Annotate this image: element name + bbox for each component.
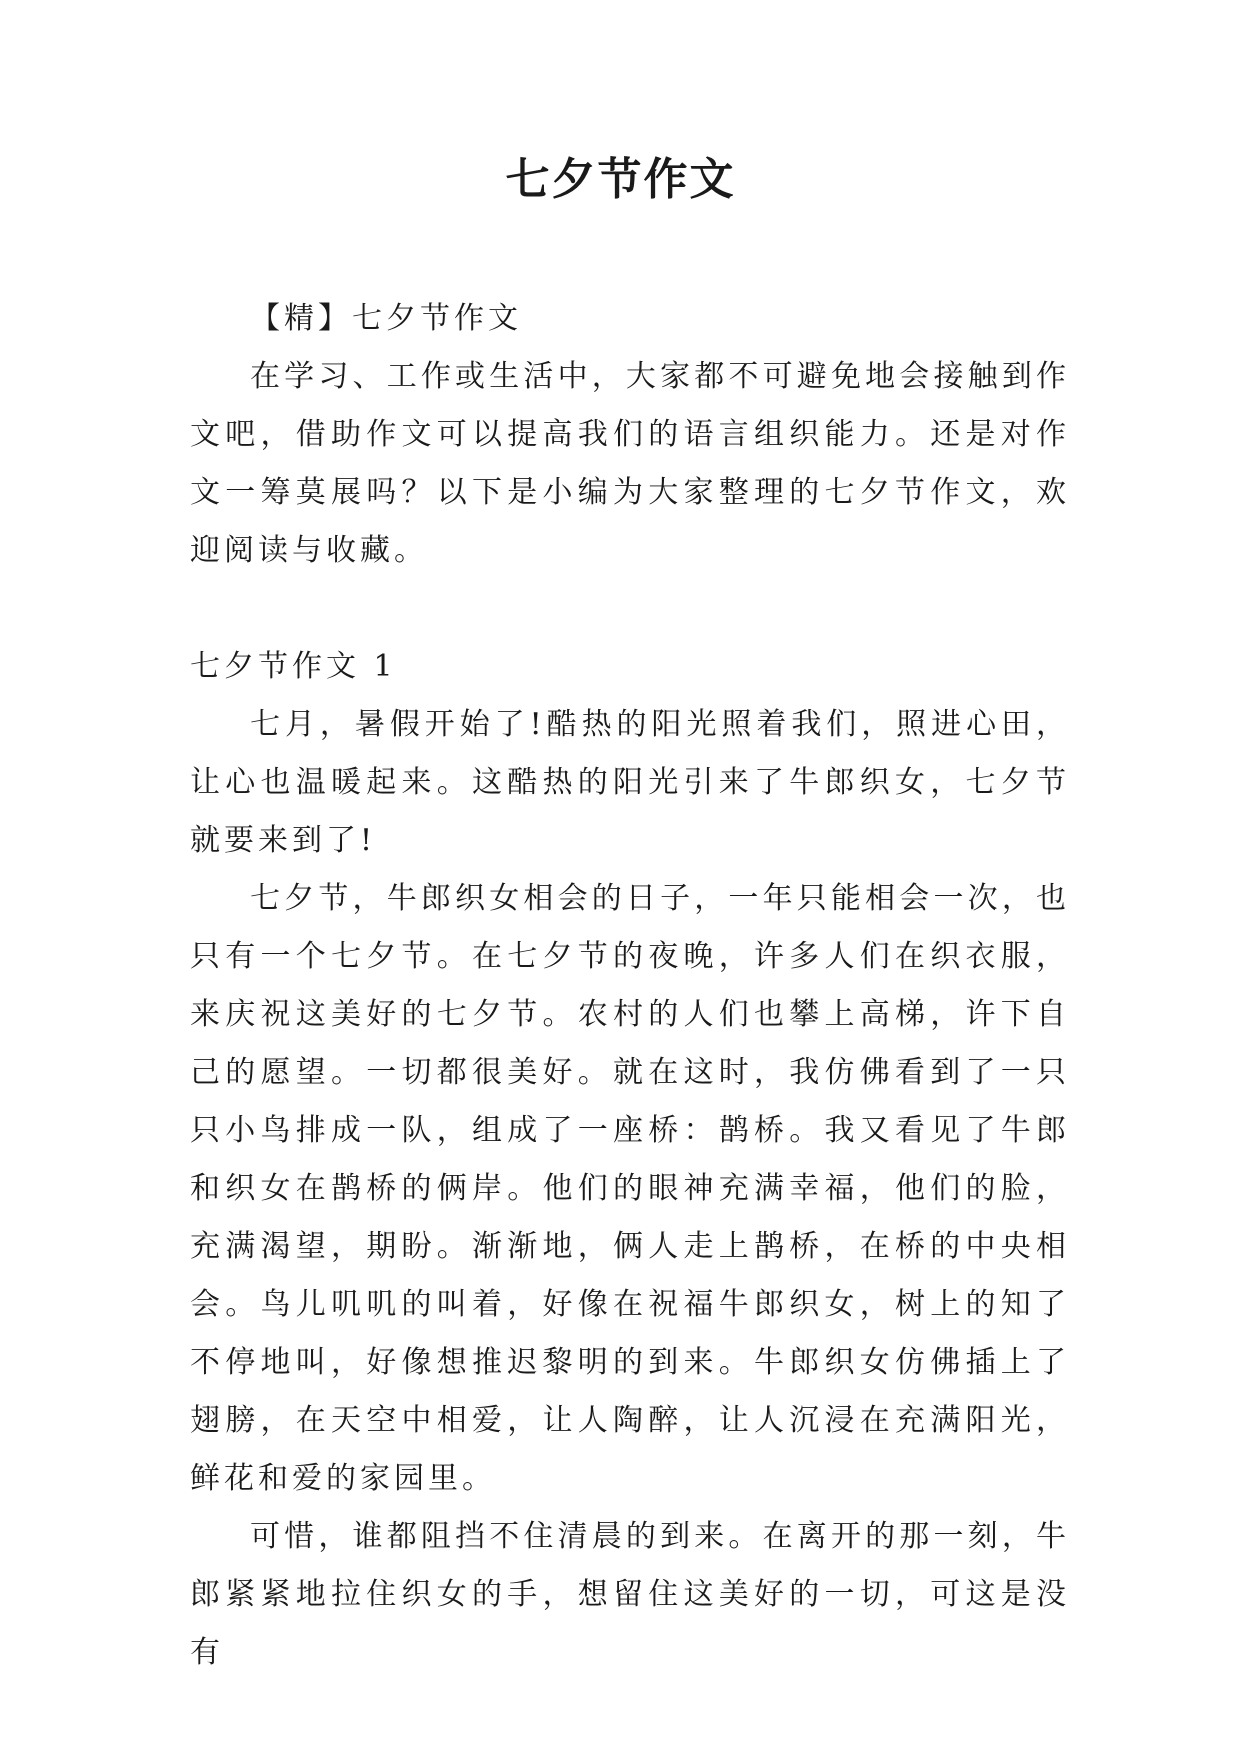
section-spacer bbox=[190, 580, 1070, 638]
paragraph-3: 可惜，谁都阻挡不住清晨的到来。在离开的那一刻，牛郎紧紧地拉住织女的手，想留住这美好的一切，可这是没有 bbox=[190, 1519, 1070, 1670]
document-title: 七夕节作文 bbox=[505, 154, 736, 205]
paragraph-1: 七月，暑假开始了!酷热的阳光照着我们，照进心田，让心也温暖起来。这酷热的阳光引来了牛郎织女，七夕节就要来到了! bbox=[190, 707, 1070, 858]
paragraph-2: 七夕节，牛郎织女相会的日子，一年只能相会一次，也只有一个七夕节。在七夕节的夜晚，许多人们在织衣服，来庆祝这美好的七夕节。农村的人们也攀上高梯，许下自己的愿望。一切都很美好。就在这时，我仿佛看到了一只只小鸟排成一队，组成了一座桥：鹊桥。我又看见了牛郎和织女在鹊桥的俩岸。他们的眼神充满幸福，他们的脸，充满渴望，期盼。渐渐地，俩人走上鹊桥，在桥的中央相会。鸟儿叽叽的叫着，好像在祝福牛郎织女，树上的知了不停地叫，好像想推迟黎明的到来。牛郎织女仿佛插上了翅膀，在天空中相爱，让人陶醉，让人沉浸在充满阳光，鲜花和爱的家园里。 bbox=[190, 881, 1070, 1496]
section-heading: 七夕节作文 1 bbox=[190, 649, 397, 684]
intro-paragraph: 在学习、工作或生活中，大家都不可避免地会接触到作文吧，借助作文可以提高我们的语言组织能力。还是对作文一筹莫展吗？以下是小编为大家整理的七夕节作文，欢迎阅读与收藏。 bbox=[190, 359, 1070, 568]
lead-line: 【精】七夕节作文 bbox=[250, 301, 522, 336]
document-body bbox=[190, 290, 1070, 1682]
